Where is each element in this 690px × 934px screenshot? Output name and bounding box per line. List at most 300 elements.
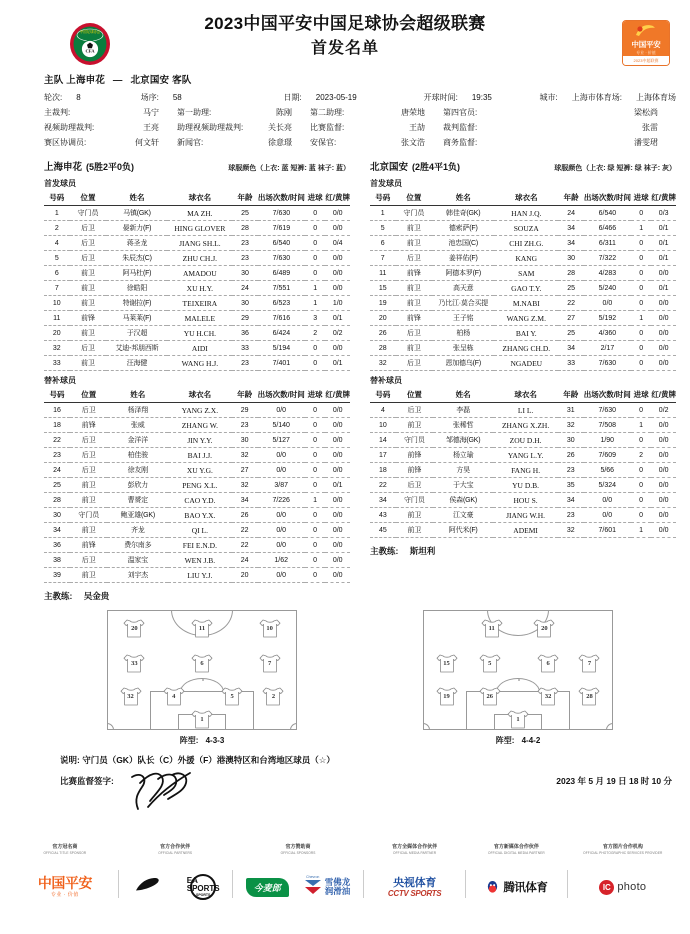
cell-shirt: WEN J.B. [168, 553, 232, 568]
cell-num: 45 [370, 523, 396, 538]
pitch-shirt-icon [507, 710, 529, 730]
pitch-shirt-icon [191, 710, 213, 730]
cell-pos: 前锋 [396, 266, 433, 281]
cell-num: 11 [44, 311, 70, 326]
cell-pos: 后卫 [396, 356, 433, 371]
cell-goals: 3 [305, 311, 325, 326]
pitch-shirt-number: 11 [488, 624, 495, 632]
cell-cards: 0/0 [651, 326, 676, 341]
cell-age: 22 [232, 523, 258, 538]
logo-nike-swoosh-icon [134, 876, 176, 898]
col-appearances: 出场次数/时间 [584, 388, 631, 403]
home-coach [44, 590, 350, 602]
meta-round: 轮次: 8 [44, 93, 81, 102]
col-age: 年龄 [232, 388, 258, 403]
cell-age: 25 [558, 281, 584, 296]
cell-apps: 5/240 [584, 281, 631, 296]
sponsor-group-digital [472, 844, 561, 904]
cell-pos: 后卫 [70, 448, 107, 463]
home-pitch [107, 610, 297, 730]
table-row [44, 206, 350, 221]
table-row [44, 523, 350, 538]
cell-cards: 0/2 [325, 326, 350, 341]
col-appearances: 出场次数/时间 [258, 388, 305, 403]
cell-num: 10 [370, 418, 396, 433]
table-row [370, 236, 676, 251]
col-name: 姓名 [432, 191, 494, 206]
cell-goals: 0 [305, 568, 326, 583]
cell-age: 35 [558, 478, 584, 493]
table-row [44, 433, 350, 448]
cell-apps: 0/0 [258, 463, 305, 478]
cell-num: 22 [44, 433, 70, 448]
cell-age: 29 [232, 311, 258, 326]
cell-shirt: XU H.Y. [167, 281, 232, 296]
cell-goals: 0 [305, 221, 325, 236]
home-formation-col [44, 610, 360, 746]
table-row [44, 281, 350, 296]
cell-shirt: AMADOU [167, 266, 232, 281]
col-age: 年龄 [558, 388, 584, 403]
cell-name: 艾迪-邦朋西斯 [106, 341, 167, 356]
cell-shirt: MA ZH. [167, 206, 232, 221]
cell-num: 25 [44, 478, 70, 493]
cell-num: 6 [370, 236, 396, 251]
away-team-name: 北京国安 [130, 75, 170, 86]
cell-apps: 6/311 [584, 236, 631, 251]
pitch-shirt-icon [259, 654, 281, 674]
sponsor-logos [388, 870, 441, 904]
cell-apps: 5/140 [258, 418, 305, 433]
cell-age: 26 [558, 448, 584, 463]
cell-apps: 0/0 [258, 523, 305, 538]
cell-num: 24 [44, 463, 70, 478]
sponsor-group-media [370, 844, 459, 904]
cell-shirt: HOU S. [493, 493, 558, 508]
cell-shirt: ZHANG X.ZH. [493, 418, 558, 433]
sponsor-divider [118, 870, 119, 898]
legend-notes: 说明: 守门员（GK）队长（C）外援（F）港澳特区和台湾地区球员（☆） [60, 755, 335, 765]
col-name: 姓名 [107, 388, 168, 403]
cell-cards: 0/2 [651, 403, 676, 418]
chevron-hallmark-icon [303, 879, 323, 895]
cell-cards: 0/0 [325, 266, 350, 281]
cell-num: 18 [370, 463, 396, 478]
col-shirtname: 球衣名 [168, 388, 232, 403]
page-subtitle: 首发名单 [310, 40, 379, 57]
col-goals: 进球 [305, 191, 325, 206]
pitch-shirt-number: 5 [488, 660, 492, 668]
cell-num: 30 [44, 508, 70, 523]
pingan-sponsor-badge [622, 20, 670, 66]
cell-name: 徐友刚 [107, 463, 168, 478]
table-row [370, 433, 676, 448]
pitch-shirt-number: 20 [541, 624, 548, 632]
cell-age: 22 [558, 296, 584, 311]
cell-cards: 0/0 [325, 206, 350, 221]
pingan-mark-icon [623, 21, 669, 40]
cell-shirt: BAO Y.X. [168, 508, 232, 523]
meta-matchno: 场序: 58 [140, 93, 182, 102]
cell-goals: 0 [305, 478, 326, 493]
logo-chevron: Chevron 雪佛龙 润滑油 [303, 875, 351, 900]
cell-shirt: SAM [494, 266, 558, 281]
cell-goals: 0 [305, 418, 326, 433]
cell-name: 齐龙 [107, 523, 168, 538]
cell-cards: 0/0 [325, 463, 350, 478]
cell-pos: 前卫 [70, 356, 107, 371]
cell-shirt: HING GLOVER [167, 221, 232, 236]
table-row [370, 356, 676, 371]
col-shirtname: 球衣名 [493, 388, 558, 403]
cell-num: 2 [44, 221, 70, 236]
cell-pos: 前卫 [396, 236, 433, 251]
col-cards: 红/黄牌 [651, 191, 676, 206]
official-press: 新闻官: 徐意璟 [177, 138, 292, 147]
pitch-shirt-icon [123, 654, 145, 674]
cell-name: 阿德本罗(F) [432, 266, 494, 281]
cell-shirt: QI L. [168, 523, 232, 538]
cell-num: 1 [370, 206, 396, 221]
cell-cards: 0/3 [651, 206, 676, 221]
cell-apps: 6/540 [258, 236, 305, 251]
cell-shirt: CHI ZH.G. [494, 236, 558, 251]
cell-cards: 0/1 [325, 478, 350, 493]
cell-cards: 0/0 [325, 553, 350, 568]
cell-cards: 0/0 [651, 508, 676, 523]
cell-pos: 后卫 [70, 251, 107, 266]
sponsor-group-sponsors [239, 844, 358, 904]
col-goals: 进球 [305, 388, 326, 403]
table-row [370, 463, 676, 478]
table-row [370, 418, 676, 433]
tencent-penguin-icon [485, 881, 500, 894]
table-row [370, 266, 676, 281]
table-row [370, 448, 676, 463]
home-starters-table [44, 191, 350, 371]
pitch-shirt-icon [259, 619, 281, 639]
cell-name: 金洋洋 [107, 433, 168, 448]
col-name: 姓名 [106, 191, 167, 206]
sponsor-group-photo [574, 844, 672, 904]
cell-age: 26 [232, 508, 258, 523]
pitch-shirt-icon [191, 654, 213, 674]
away-coach-name: 斯坦利 [409, 546, 436, 556]
cell-pos: 后卫 [396, 251, 433, 266]
cell-num: 34 [370, 493, 396, 508]
cell-apps: 7/630 [584, 356, 631, 371]
pitch-shirt-number: 32 [127, 693, 134, 701]
cell-goals: 0 [631, 478, 652, 493]
cell-cards: 0/0 [325, 538, 350, 553]
cell-shirt: ZHANG CH.D. [494, 341, 558, 356]
cell-cards: 0/0 [325, 448, 350, 463]
cell-name: 恩加德乌(F) [432, 356, 494, 371]
cell-apps: 7/630 [258, 251, 305, 266]
pitch-shirt-number: 2 [271, 693, 276, 701]
cell-num: 28 [44, 493, 70, 508]
cell-apps: 7/601 [584, 523, 631, 538]
logo-tencent-sports: 腾讯体育 [485, 879, 547, 895]
cell-name: 阿马杜(F) [106, 266, 167, 281]
pitch-shirt-number: 1 [200, 715, 204, 723]
cell-cards: 0/0 [325, 221, 350, 236]
cell-name: 于大宝 [433, 478, 493, 493]
cell-age: 22 [232, 538, 258, 553]
cell-pos: 前锋 [70, 538, 107, 553]
coach-label: 主教练: [370, 546, 399, 556]
cell-goals: 1 [631, 221, 651, 236]
cell-name: 温家宝 [107, 553, 168, 568]
cell-goals: 0 [631, 251, 651, 266]
cell-pos: 后卫 [70, 433, 107, 448]
cell-apps: 7/609 [584, 448, 631, 463]
cell-pos: 前锋 [70, 311, 107, 326]
pitch-shirt-icon [123, 619, 145, 639]
cell-cards: 0/1 [651, 236, 676, 251]
cell-cards: 0/0 [325, 568, 350, 583]
cell-apps: 4/360 [584, 326, 631, 341]
cell-pos: 前卫 [396, 508, 433, 523]
svg-text:中国足球协会: 中国足球协会 [79, 30, 101, 34]
meta-stadium: 体育场: 上海体育场 [595, 93, 676, 102]
pitch-shirt-icon [578, 654, 600, 674]
match-info [0, 72, 690, 150]
away-pitch [423, 610, 613, 730]
cell-shirt: YU H.CH. [167, 326, 232, 341]
sponsor-logos [485, 870, 547, 904]
cell-num: 14 [370, 433, 396, 448]
table-row [370, 281, 676, 296]
table-row [370, 251, 676, 266]
cell-pos: 守门员 [70, 206, 107, 221]
cell-num: 38 [44, 553, 70, 568]
cell-apps: 3/87 [258, 478, 305, 493]
cell-shirt: BAI Y. [494, 326, 558, 341]
table-row [370, 403, 676, 418]
table-row [370, 493, 676, 508]
pitch-shirt-icon [537, 654, 559, 674]
cell-pos: 后卫 [396, 478, 433, 493]
away-substitutes-table [370, 388, 676, 538]
cell-cards: 0/0 [325, 523, 350, 538]
cell-age: 29 [232, 403, 258, 418]
sponsor-caption: 官方冠名商 OFFICIAL TITLE SPONSOR [43, 844, 87, 855]
cell-apps: 5/324 [584, 478, 631, 493]
table-row [44, 341, 350, 356]
cell-age: 32 [558, 418, 584, 433]
cell-pos: 后卫 [70, 463, 107, 478]
pitch-shirt-icon [436, 654, 458, 674]
cell-cards: 0/0 [325, 433, 350, 448]
sponsor-logos [246, 870, 351, 904]
official-avar: 助理视频助理裁判: 关长亮 [177, 123, 292, 132]
away-team-record: (2胜4平1负) [412, 162, 461, 172]
cell-name: 江文豪 [433, 508, 493, 523]
cell-apps: 6/489 [258, 266, 305, 281]
pitch-shirt-number: 5 [230, 693, 234, 701]
col-goals: 进球 [631, 191, 651, 206]
pitch-shirt-number: 26 [486, 693, 494, 701]
cell-name: 曹赟定 [107, 493, 168, 508]
table-header-row [370, 191, 676, 206]
cell-name: 徐皓阳 [106, 281, 167, 296]
cell-goals: 1 [631, 311, 651, 326]
versus-dash: — [112, 75, 123, 86]
official-security: 安保官: 张文浩 [310, 138, 425, 147]
cell-name: 姜祥佑(F) [432, 251, 494, 266]
cell-cards: 0/0 [651, 296, 676, 311]
table-row [370, 478, 676, 493]
signature-row [0, 775, 690, 815]
sponsor-divider [363, 870, 364, 898]
cell-pos: 前卫 [396, 341, 433, 356]
cell-name: 晏新力(F) [106, 221, 167, 236]
teams-line [44, 72, 676, 86]
table-row [44, 266, 350, 281]
table-row [44, 311, 350, 326]
sponsor-caption: 官方全媒体合作伙伴 OFFICIAL MEDIA PARTNER [392, 844, 438, 855]
home-team-record: (5胜2平0负) [86, 162, 135, 172]
table-row [370, 508, 676, 523]
table-row [44, 463, 350, 478]
cell-goals: 0 [305, 508, 326, 523]
cell-name: 池忠国(C) [432, 236, 494, 251]
pitch-shirt-icon [191, 619, 213, 639]
col-cards: 红/黄牌 [325, 388, 350, 403]
cell-num: 16 [44, 403, 70, 418]
sponsor-caption: 官方赞助商 OFFICIAL SPONSORS [280, 844, 316, 855]
away-formation-col [360, 610, 676, 746]
pitch-shirt-number: 7 [587, 660, 592, 668]
cell-goals: 0 [631, 463, 652, 478]
cell-num: 10 [44, 296, 70, 311]
cell-cards: 0/1 [651, 281, 676, 296]
away-starters-table [370, 191, 676, 371]
cell-cards: 0/1 [651, 221, 676, 236]
sponsor-caption: 官方新媒体合作伙伴 OFFICIAL DIGITAL MEDIA PARTNER [487, 844, 545, 855]
cell-age: 30 [558, 251, 584, 266]
cell-cards: 0/1 [325, 311, 350, 326]
cell-cards: 0/0 [651, 356, 676, 371]
cell-goals: 1 [631, 523, 652, 538]
pitch-shirt-icon [481, 619, 503, 639]
table-header-row [370, 388, 676, 403]
signature-label: 比赛监督签字: [60, 776, 114, 786]
cell-cards: 0/0 [651, 463, 676, 478]
cell-name: 马镇(GK) [106, 206, 167, 221]
cell-num: 23 [44, 448, 70, 463]
cell-age: 23 [558, 463, 584, 478]
cell-cards: 0/0 [651, 478, 676, 493]
away-team-block [360, 159, 676, 602]
table-row [370, 341, 676, 356]
cell-cards: 0/0 [651, 523, 676, 538]
cell-num: 39 [44, 568, 70, 583]
sponsor-logos [38, 870, 92, 904]
cell-name: 杨立瑜 [433, 448, 493, 463]
table-row [370, 206, 676, 221]
away-kit-colors: 球服颜色（上衣: 绿 短裤: 绿 袜子: 灰） [554, 165, 676, 172]
cell-goals: 1 [305, 281, 325, 296]
cell-name: 王子铭 [432, 311, 494, 326]
logo-jinmailang: 今麦郎 [246, 878, 289, 897]
cell-pos: 前卫 [70, 296, 107, 311]
page-title: 2023中国平安中国足球协会超级联赛 [204, 14, 486, 33]
cell-goals: 0 [631, 326, 651, 341]
logo-cctv-sports: 央视体育 CCTV SPORTS [387, 876, 442, 898]
cell-pos: 前卫 [70, 326, 107, 341]
cell-name: 阿代米(F) [433, 523, 493, 538]
pitch-shirt-icon [479, 687, 501, 707]
home-coach-name: 吴金贵 [83, 591, 110, 601]
cell-goals: 0 [305, 463, 326, 478]
home-starters-label: 首发球员 [44, 179, 76, 188]
cell-name: 侯森(GK) [433, 493, 493, 508]
away-team-title: 北京国安 [370, 162, 409, 173]
cell-num: 7 [370, 251, 396, 266]
cell-shirt: ZHANG W. [168, 418, 232, 433]
cell-goals: 0 [631, 341, 651, 356]
cell-age: 34 [558, 493, 584, 508]
pitch-shirt-number: 20 [131, 624, 138, 632]
cell-num: 4 [370, 403, 396, 418]
table-row [44, 236, 350, 251]
pitch-shirt-icon [537, 687, 559, 707]
col-age: 年龄 [232, 191, 258, 206]
cell-shirt: JIANG W.H. [493, 508, 558, 523]
col-position: 位置 [396, 191, 433, 206]
table-header-row [44, 191, 350, 206]
cell-pos: 前锋 [396, 463, 433, 478]
official-coordinator: 赛区协调员: 何文轩 [44, 138, 159, 147]
cell-age: 24 [232, 281, 258, 296]
cell-apps: 7/616 [258, 311, 305, 326]
cell-goals: 0 [631, 508, 652, 523]
cell-shirt: JIANG SH.L. [167, 236, 232, 251]
cell-cards: 1/0 [325, 296, 350, 311]
cell-goals: 1 [631, 418, 652, 433]
cell-goals: 0 [305, 356, 325, 371]
official-assistant-1: 第一助理: 陈刚 [177, 108, 292, 117]
cell-shirt: NGADEU [494, 356, 558, 371]
cell-pos: 后卫 [396, 326, 433, 341]
cell-goals: 0 [305, 448, 326, 463]
cell-apps: 7/551 [258, 281, 305, 296]
cell-shirt: FEI E.N.D. [168, 538, 232, 553]
cell-num: 43 [370, 508, 396, 523]
cell-name: 彭欣力 [107, 478, 168, 493]
cell-apps: 6/466 [584, 221, 631, 236]
cell-name: 杨泽翔 [107, 403, 168, 418]
col-name: 姓名 [433, 388, 493, 403]
cell-num: 20 [370, 311, 396, 326]
officials-row-2 [44, 121, 676, 135]
cell-num: 5 [370, 221, 396, 236]
cell-pos: 前卫 [70, 568, 107, 583]
pitch-shirt-number: 7 [268, 660, 272, 668]
cell-goals: 0 [305, 206, 325, 221]
cell-name: 鲍亚雄(GK) [107, 508, 168, 523]
cell-cards: 0/1 [651, 251, 676, 266]
cell-goals: 0 [631, 493, 652, 508]
away-subs-label: 替补球员 [370, 376, 402, 385]
signature-mark [128, 767, 206, 813]
cell-cards: 0/0 [325, 281, 350, 296]
cell-age: 30 [558, 433, 584, 448]
cell-name: 高天意 [432, 281, 494, 296]
cell-shirt: LIU Y.J. [168, 568, 232, 583]
